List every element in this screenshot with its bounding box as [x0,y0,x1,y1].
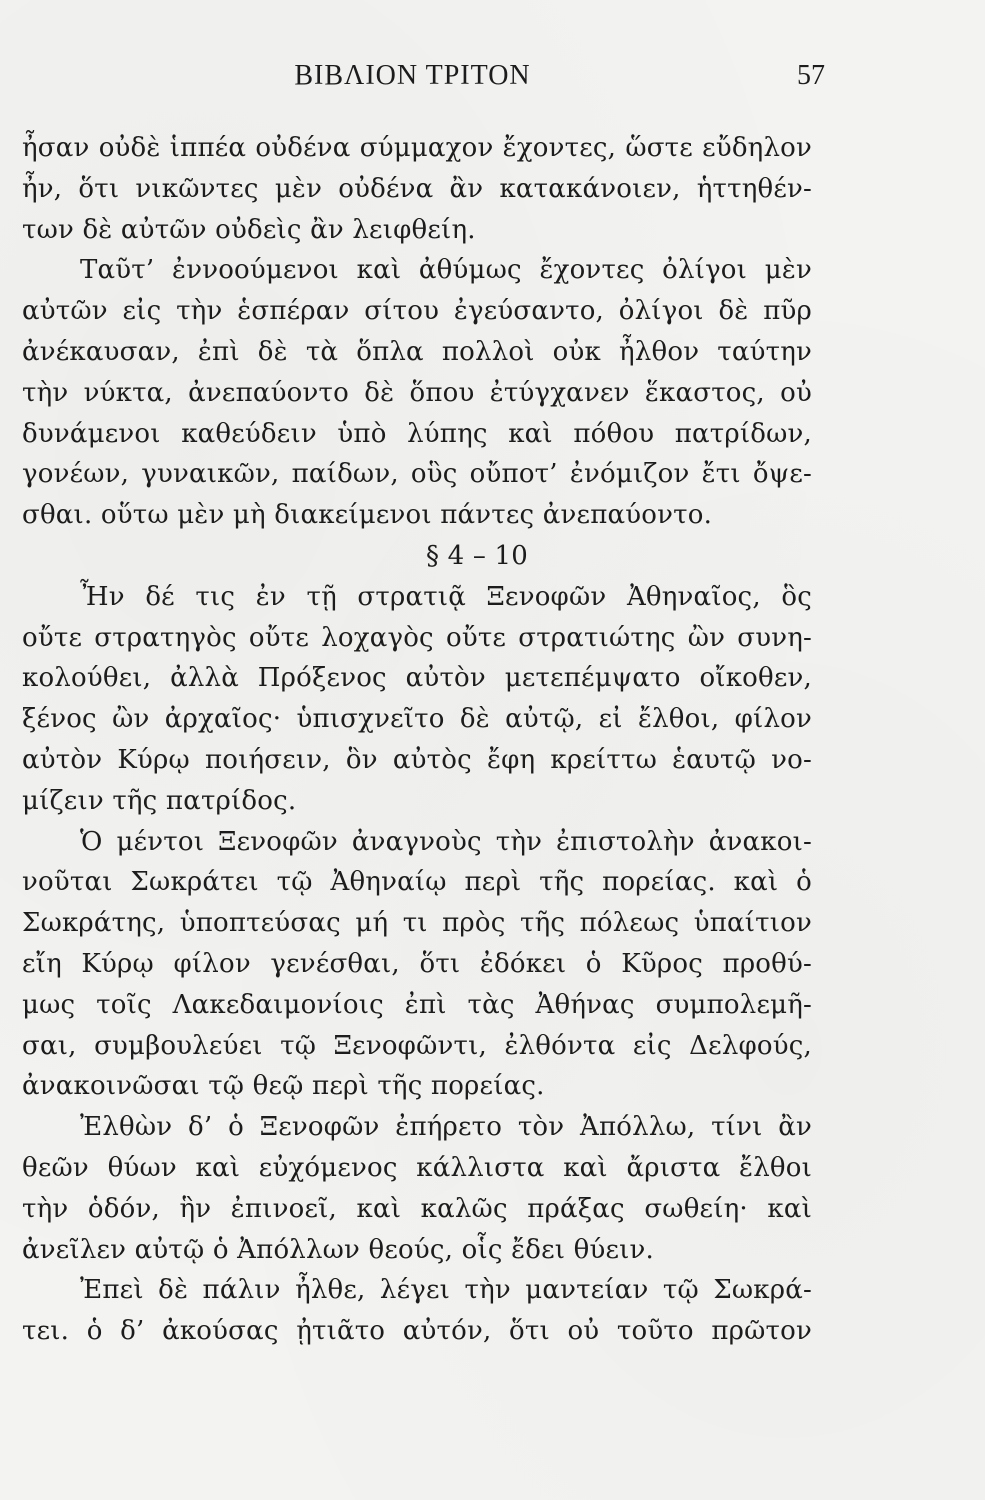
text-line: αὐτὸν Κύρῳ ποιήσειν, ὃν αὐτὸς ἔφη κρείττω ἑαυτῷ νο- [22,744,812,775]
text-line: ἀνέκαυσαν, ἐπὶ δὲ τὰ ὅπλα πολλοὶ οὐκ ἦλθον ταύτην [22,336,812,367]
text-line: δυνάμενοι καθεύδειν ὑπὸ λύπης καὶ πόθου πατρίδων, [22,418,812,449]
text-line: μως τοῖς Λακεδαιμονίοις ἐπὶ τὰς Ἀθήνας συμπολεμῆ- [22,989,812,1020]
text-line: γονέων, γυναικῶν, παίδων, οὓς οὔποτ’ ἐνόμιζον ἔτι ὄψε- [22,459,812,490]
text-line: εἴη Κύρῳ φίλον γενέσθαι, ὅτι ἐδόκει ὁ Κῦρος προθύ- [22,948,812,979]
text-line: Σωκράτης, ὑποπτεύσας μή τι πρὸς τῆς πόλεως ὑπαίτιον [22,908,812,939]
text-line: τει. ὁ δ’ ἀκούσας ᾐτιᾶτο αὐτόν, ὅτι οὐ τοῦτο πρῶτον [22,1316,812,1347]
running-title: ΒΙΒΛΙΟΝ ΤΡΙΤΟΝ [294,60,531,91]
section-heading: § 4 – 10 [425,540,529,571]
text-line: νοῦται Σωκράτει τῷ Ἀθηναίῳ περὶ τῆς πορείας. καὶ ὁ [22,867,812,898]
text-line: των δὲ αὐτῶν οὐδεὶς ἂν λειφθείη. [22,214,476,245]
text-line: σθαι. οὕτω μὲν μὴ διακείμενοι πάντες ἀνεπαύοντο. [22,500,713,531]
text-line: θεῶν θύων καὶ εὐχόμενος κάλλιστα καὶ ἄριστα ἔλθοι [22,1152,812,1183]
text-line: μίζειν τῆς πατρίδος. [22,785,297,816]
text-line: ἦσαν οὐδὲ ἱππέα οὐδένα σύμμαχον ἔχοντες, ὥστε εὔδηλον [22,133,812,163]
body-text [22,128,812,1352]
text-line: σαι, συμβουλεύει τῷ Ξενοφῶντι, ἐλθόντα εἰς Δελφούς, [22,1030,812,1061]
text-line: τὴν νύκτα, ἀνεπαύοντο δὲ ὅπου ἐτύγχανεν ἕκαστος, οὐ [22,377,812,408]
text-line: κολούθει, ἀλλὰ Πρόξενος αὐτὸν μετεπέμψατο οἴκοθεν, [22,663,812,694]
text-line: τὴν ὁδόν, ἣν ἐπινοεῖ, καὶ καλῶς πράξας σωθείη· καὶ [22,1193,812,1224]
paragraph-start-line: Ταῦτ’ ἐννοούμενοι καὶ ἀθύμως ἔχοντες ὀλίγοι μὲν [80,255,812,286]
text-line: αὐτῶν εἰς τὴν ἑσπέραν σίτου ἐγεύσαντο, ὀλίγοι δὲ πῦρ [22,296,812,327]
paragraph-start-line: Ἦν δέ τις ἐν τῇ στρατιᾷ Ξενοφῶν Ἀθηναῖος, ὃς [80,581,812,612]
paragraph-start-line: Ἐπεὶ δὲ πάλιν ἦλθε, λέγει τὴν μαντείαν τῷ Σωκρά- [80,1275,812,1306]
text-line: ἀνεῖλεν αὐτῷ ὁ Ἀπόλλων θεούς, οἷς ἔδει θύειν. [22,1234,654,1265]
paragraph-start-line: Ἐλθὼν δ’ ὁ Ξενοφῶν ἐπήρετο τὸν Ἀπόλλω, τίνι ἂν [80,1112,812,1143]
text-line: ξένος ὢν ἀρχαῖος· ὑπισχνεῖτο δὲ αὐτῷ, εἰ ἔλθοι, φίλον [22,704,812,735]
paragraph-start-line: Ὁ μέντοι Ξενοφῶν ἀναγνοὺς τὴν ἐπιστολὴν ἀνακοι- [80,826,812,857]
page-number: 57 [797,60,825,91]
text-line: ἦν, ὅτι νικῶντες μὲν οὐδένα ἂν κατακάνοιεν, ἡττηθέν- [22,173,812,204]
text-line: οὔτε στρατηγὸς οὔτε λοχαγὸς οὔτε στρατιώτης ὢν συνη- [22,622,812,653]
text-line: ἀνακοινῶσαι τῷ θεῷ περὶ τῆς πορείας. [22,1071,545,1102]
